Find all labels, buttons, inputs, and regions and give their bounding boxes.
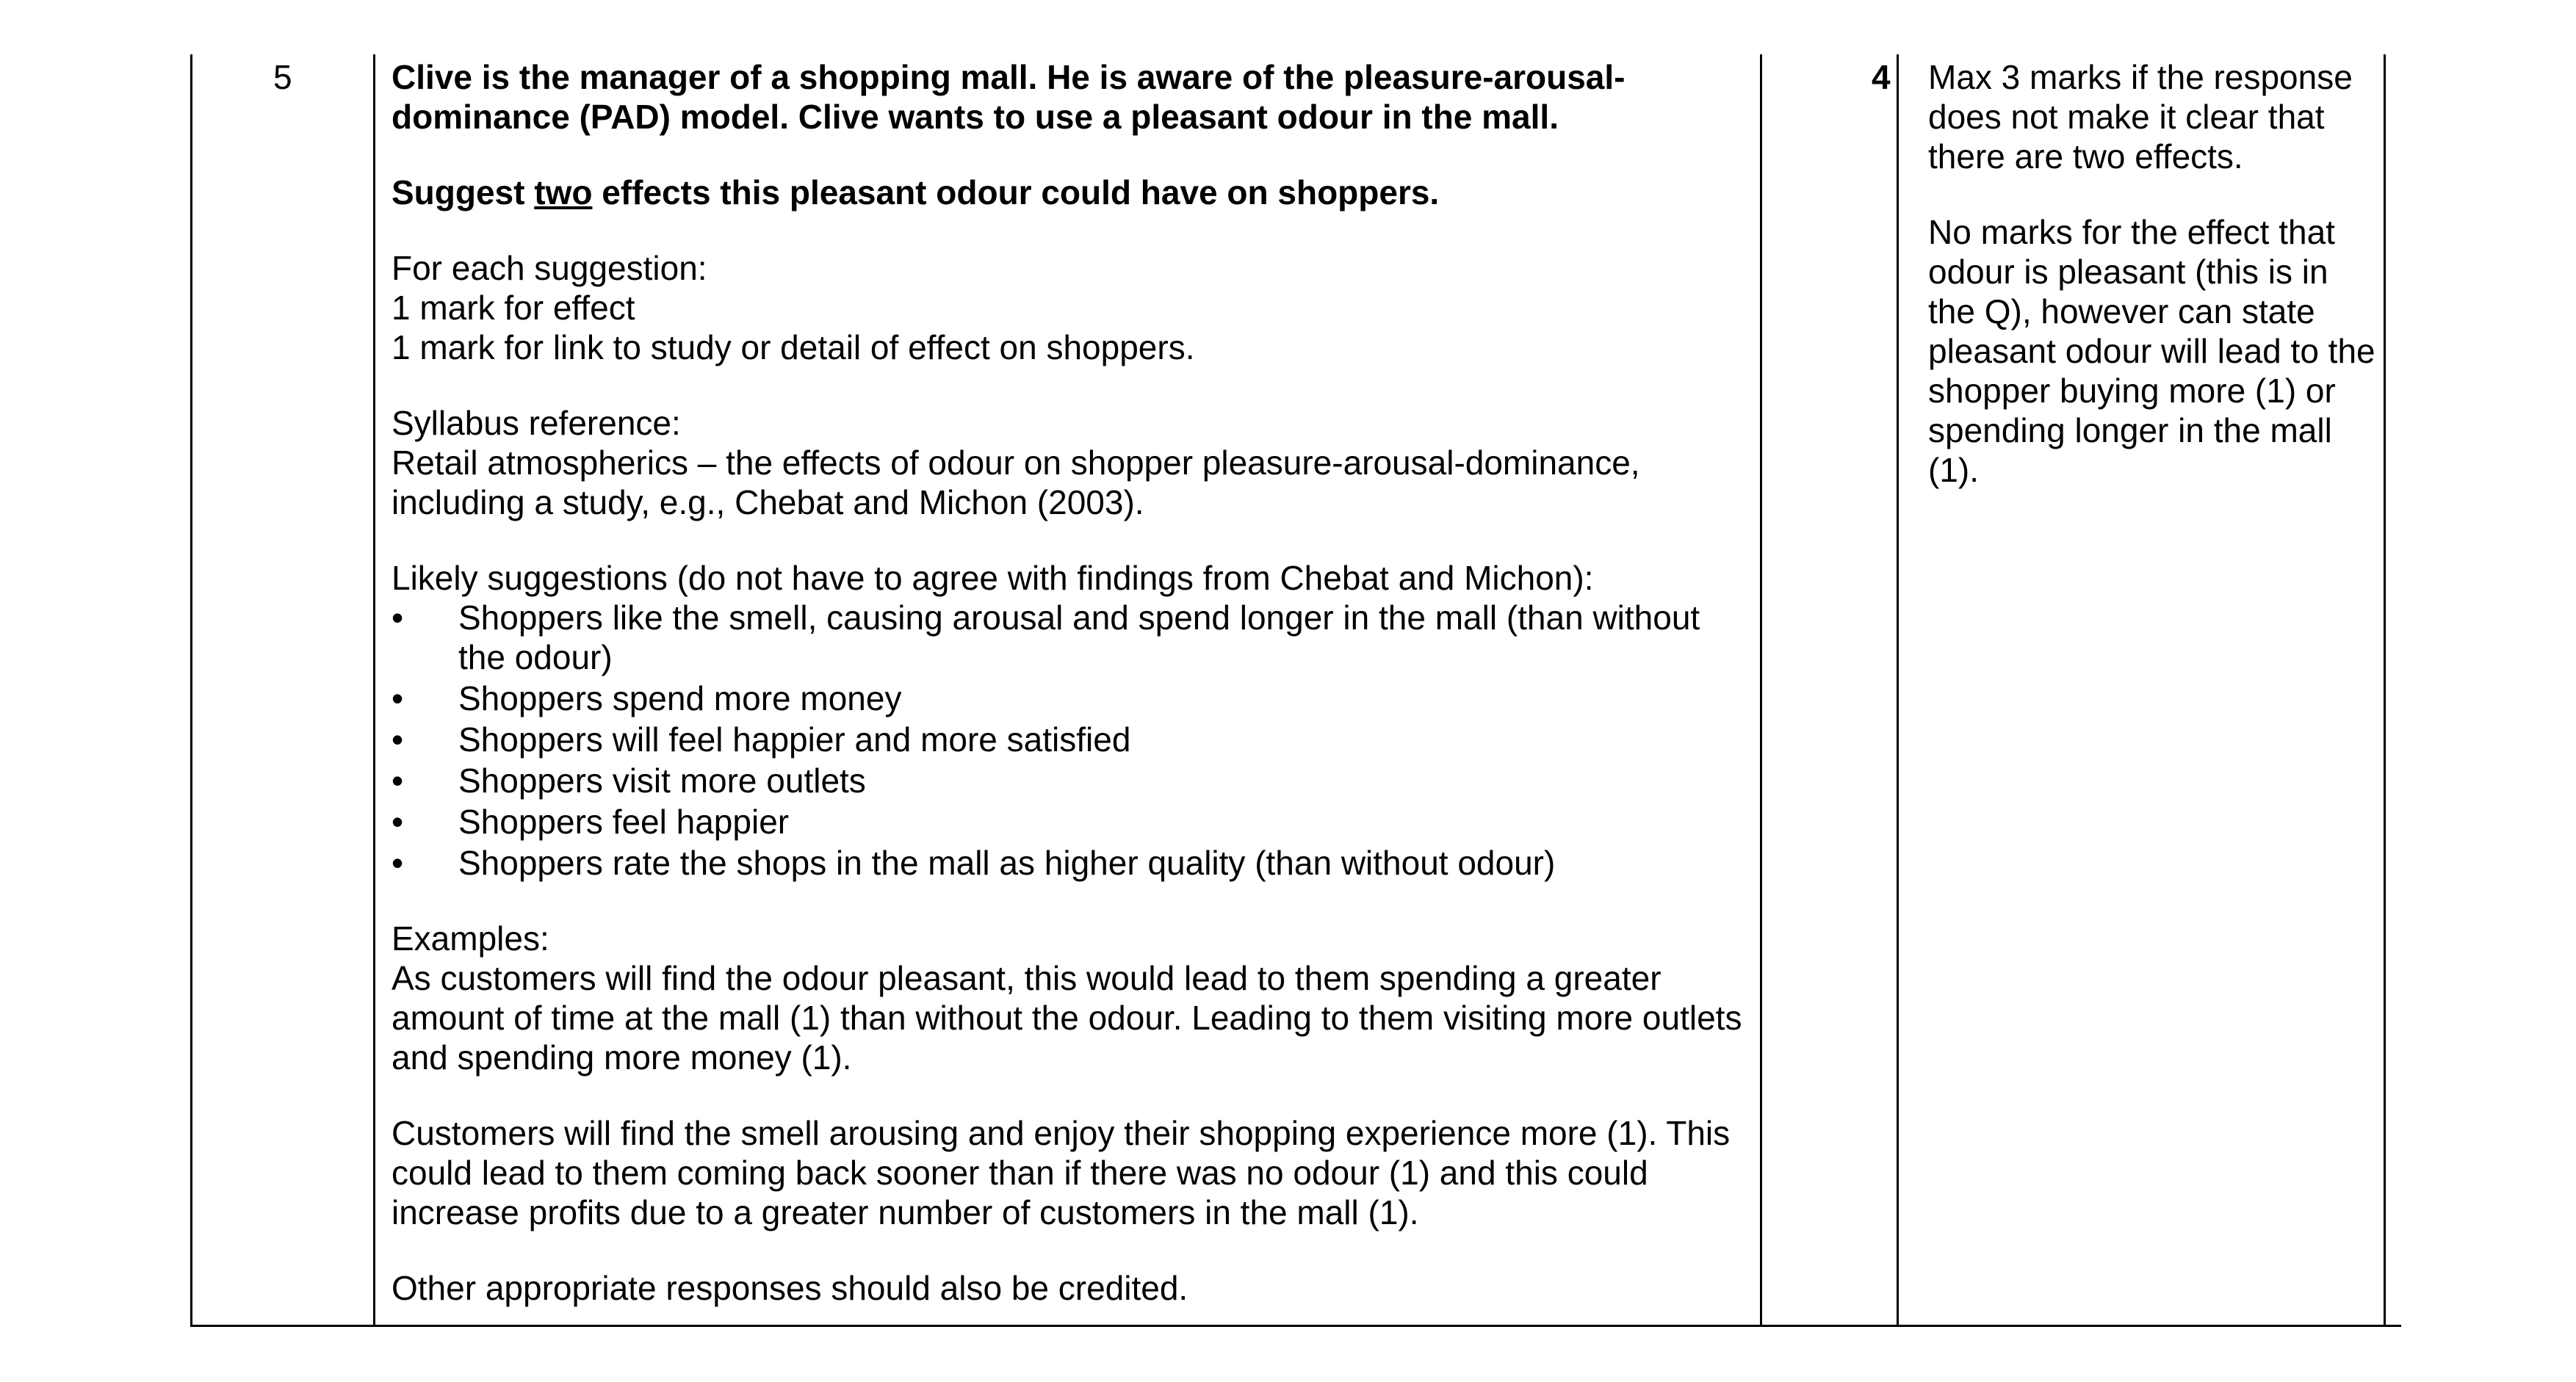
question-instruction: Suggest two effects this pleasant odour could have on shoppers. — [392, 173, 1440, 211]
guidance-cell — [1928, 57, 2391, 490]
guidance-line: the Q), however can state — [1928, 292, 2315, 330]
table-border-bottom — [190, 1325, 2401, 1327]
bullet-icon: • — [392, 720, 404, 759]
marking-item: 1 mark for effect — [392, 289, 635, 327]
guidance-line: Max 3 marks if the response — [1928, 58, 2353, 96]
syllabus-line: including a study, e.g., Chebat and Michon (2003). — [392, 483, 1144, 521]
example-1-line: As customers will find the odour pleasant, this would lead to them spending a greater — [392, 959, 1662, 997]
likely-suggestions-heading: Likely suggestions (do not have to agree with findings from Chebat and Michon): — [392, 559, 1594, 597]
closing-note: Other appropriate responses should also be credited. — [392, 1269, 1188, 1307]
examples-heading: Examples: — [392, 919, 549, 958]
example-1-line: amount of time at the mall (1) than without the odour. Leading to them visiting more outlets — [392, 999, 1742, 1037]
guidance-line: does not make it clear that — [1928, 98, 2325, 136]
marks-value: 4 — [1872, 58, 1891, 96]
syllabus-line: Retail atmospherics – the effects of odour on shopper pleasure-arousal-dominance, — [392, 444, 1640, 482]
example-2-line: could lead to them coming back sooner than if there was no odour (1) and this could — [392, 1154, 1648, 1192]
table-border-left — [190, 54, 192, 1327]
guidance-line: shopper buying more (1) or — [1928, 372, 2336, 410]
suggestion-bullet: • Shoppers visit more outlets — [392, 761, 866, 800]
question-text-line-2: dominance (PAD) model. Clive wants to use a pleasant odour in the mall. — [392, 98, 1559, 136]
answer-cell — [392, 57, 1772, 1308]
column-divider-1 — [373, 54, 375, 1327]
underlined-word: two — [534, 173, 593, 211]
question-number: 5 — [273, 58, 292, 96]
suggestion-bullet: • Shoppers rate the shops in the mall as higher quality (than without odour) — [392, 844, 1556, 882]
guidance-line: there are two effects. — [1928, 137, 2243, 176]
guidance-line: pleasant odour will lead to the — [1928, 332, 2375, 370]
example-1-line: and spending more money (1). — [392, 1038, 852, 1077]
example-2-line: increase profits due to a greater number of customers in the mall (1). — [392, 1193, 1419, 1231]
suggestion-bullet: • Shoppers spend more money — [392, 679, 902, 717]
bullet-icon: • — [392, 844, 404, 882]
bullet-icon: • — [392, 803, 404, 841]
guidance-line: odour is pleasant (this is in — [1928, 253, 2328, 291]
bullet-icon: • — [392, 761, 404, 800]
guidance-line: spending longer in the mall — [1928, 411, 2332, 449]
syllabus-heading: Syllabus reference: — [392, 404, 681, 442]
bullet-icon: • — [392, 598, 404, 637]
question-text-line-1: Clive is the manager of a shopping mall. He is aware of the pleasure‑arousal- — [392, 58, 1626, 96]
example-2-line: Customers will find the smell arousing and enjoy their shopping experience more (1). This — [392, 1114, 1731, 1152]
suggestion-bullet: • Shoppers like the smell, causing arousal and spend longer in the mall (than without the odour) — [392, 598, 1700, 676]
column-divider-3 — [1897, 54, 1899, 1327]
marking-heading: For each suggestion: — [392, 249, 707, 287]
suggestion-bullet: • Shoppers feel happier — [392, 803, 790, 841]
guidance-line: No marks for the effect that — [1928, 213, 2335, 251]
bullet-icon: • — [392, 679, 404, 717]
guidance-line: (1). — [1928, 451, 1979, 489]
marking-item: 1 mark for link to study or detail of effect on shoppers. — [392, 328, 1195, 366]
suggestion-bullet: • Shoppers will feel happier and more satisfied — [392, 720, 1131, 759]
